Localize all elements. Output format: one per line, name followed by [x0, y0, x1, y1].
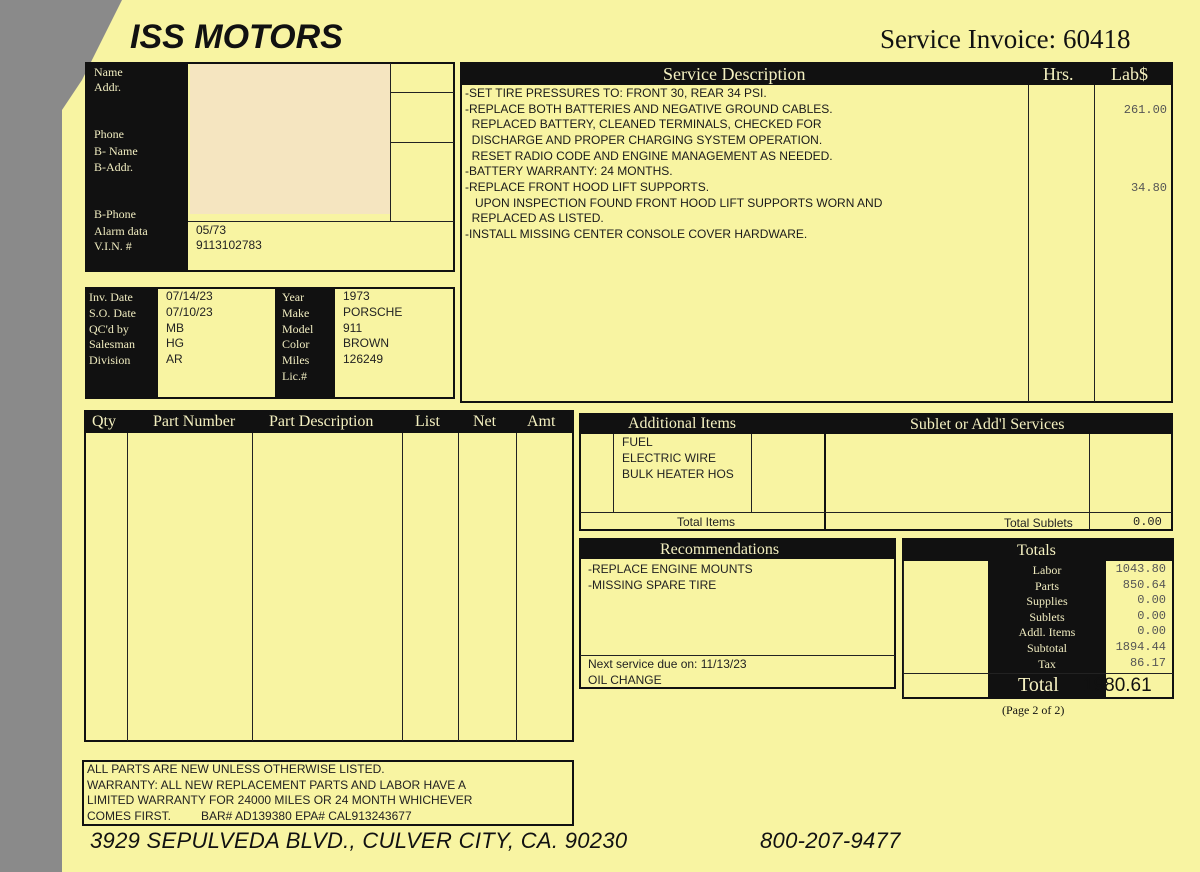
label-name: Name — [94, 65, 123, 79]
alarm-value: 05/73 — [196, 223, 227, 237]
totals-label: Supplies — [1026, 594, 1068, 609]
order-label: QC'd by — [89, 321, 129, 336]
order-value: HG — [166, 336, 184, 351]
vehicle-label: Color — [282, 337, 310, 352]
totals-value: 0.00 — [1137, 608, 1166, 623]
recommendation-item: -REPLACE ENGINE MOUNTS — [588, 562, 753, 576]
service-title: Service Description — [663, 64, 806, 84]
parts-header-cell: Part Description — [269, 413, 374, 430]
order-label: Inv. Date — [89, 290, 133, 304]
order-label: Salesman — [89, 337, 135, 352]
service-line: REPLACED AS LISTED. — [465, 211, 604, 226]
footer-phone: 800-207-9477 — [760, 828, 901, 853]
vin-value: 9113102783 — [196, 238, 262, 252]
hrs-header: Hrs. — [1043, 64, 1074, 84]
parts-header-cell: Amt — [527, 413, 556, 430]
additional-item: FUEL — [622, 435, 653, 449]
invoice-number: 60418 — [1062, 24, 1131, 54]
redacted-customer-info — [190, 64, 390, 214]
vehicle-label: Model — [282, 321, 314, 336]
service-line: -REPLACE FRONT HOOD LIFT SUPPORTS. — [465, 179, 710, 194]
total-sublets-label: Total Sublets — [1004, 516, 1073, 530]
additional-title: Additional Items — [628, 415, 736, 432]
invoice-title — [880, 24, 1130, 55]
vehicle-value: 911 — [343, 320, 363, 335]
company-name: ISS MOTORS — [130, 18, 343, 56]
parts-header-cell: List — [415, 413, 440, 430]
total-sublets-value: 0.00 — [1133, 515, 1162, 529]
service-line: DISCHARGE AND PROPER CHARGING SYSTEM OPERATION. — [465, 132, 823, 147]
order-label: Division — [89, 353, 131, 368]
recommendations-title: Recommendations — [660, 541, 780, 558]
totals-value: 0.00 — [1137, 624, 1166, 639]
totals-value: 1043.80 — [1115, 562, 1166, 576]
label-vin: V.I.N. # — [94, 239, 132, 253]
totals-value: 86.17 — [1129, 655, 1166, 670]
next-service-item: OIL CHANGE — [588, 673, 662, 687]
order-value: MB — [166, 320, 184, 335]
warranty-line: LIMITED WARRANTY FOR 24000 MILES OR 24 MONTH WHICHEVER — [87, 793, 473, 807]
order-value: 07/14/23 — [166, 289, 213, 303]
totals-label: Sublets — [1029, 609, 1065, 624]
totals-value: 0.00 — [1137, 593, 1166, 608]
warranty-line: ALL PARTS ARE NEW UNLESS OTHERWISE LISTED. — [87, 762, 385, 776]
vehicle-label: Miles — [282, 353, 310, 368]
service-line: RESET RADIO CODE AND ENGINE MANAGEMENT AS NEEDED. — [465, 148, 833, 163]
service-line: UPON INSPECTION FOUND FRONT HOOD LIFT SUPPORTS WORN AND — [465, 195, 883, 210]
label-b-phone: B-Phone — [94, 207, 136, 221]
totals-label: Addl. Items — [1018, 625, 1076, 640]
service-labor-amount: 34.80 — [1130, 180, 1167, 195]
additional-item: BULK HEATER HOS — [622, 467, 734, 481]
totals-label: Tax — [1038, 656, 1056, 671]
lab-header: Lab$ — [1111, 64, 1148, 84]
vehicle-value: 126249 — [343, 352, 384, 367]
grand-total-label: Total — [1018, 674, 1059, 696]
vehicle-value: BROWN — [343, 336, 389, 351]
totals-value: 1894.44 — [1115, 640, 1166, 654]
service-labor-amount: 261.00 — [1123, 102, 1167, 117]
vehicle-label: Year — [282, 290, 305, 304]
service-line: -INSTALL MISSING CENTER CONSOLE COVER HARDWARE. — [465, 226, 808, 241]
order-label: S.O. Date — [89, 305, 136, 320]
vehicle-value: 1973 — [343, 289, 370, 303]
label-addr: Addr. — [94, 80, 121, 94]
totals-value: 850.64 — [1122, 577, 1166, 592]
invoice-label: Service Invoice: — [880, 24, 1057, 54]
parts-header-cell: Part Number — [153, 413, 236, 430]
totals-title: Totals — [1017, 542, 1056, 559]
warranty-line: COMES FIRST. BAR# AD139380 EPA# CAL913243677 — [87, 808, 412, 823]
service-line: -BATTERY WARRANTY: 24 MONTHS. — [465, 164, 673, 179]
parts-header-cell: Qty — [92, 413, 116, 430]
footer-address: 3929 SEPULVEDA BLVD., CULVER CITY, CA. 90230 — [90, 828, 628, 853]
service-line: -SET TIRE PRESSURES TO: FRONT 30, REAR 34 PSI. — [465, 86, 767, 100]
label-b-name: B- Name — [94, 144, 138, 158]
vehicle-value: PORSCHE — [343, 304, 403, 319]
label-phone: Phone — [94, 127, 124, 141]
totals-label: Labor — [1032, 563, 1062, 577]
recommendation-item: -MISSING SPARE TIRE — [588, 577, 717, 592]
order-value: 07/10/23 — [166, 304, 213, 319]
parts-header-cell: Net — [473, 413, 497, 430]
next-service-due: Next service due on: 11/13/23 — [588, 657, 747, 671]
totals-label: Subtotal — [1026, 641, 1067, 655]
order-value: AR — [166, 352, 183, 367]
sublet-title: Sublet or Add'l Services — [910, 416, 1065, 433]
label-alarm: Alarm data — [94, 224, 148, 238]
vehicle-label: Lic.# — [282, 369, 307, 383]
warranty-line: WARRANTY: ALL NEW REPLACEMENT PARTS AND LABOR HAVE A — [87, 777, 466, 792]
vehicle-label: Make — [282, 305, 310, 320]
totals-label: Parts — [1035, 578, 1059, 593]
additional-item: ELECTRIC WIRE — [622, 451, 717, 465]
page-indicator: (Page 2 of 2) — [1002, 703, 1065, 717]
parts-table — [84, 410, 574, 742]
total-items-label: Total Items — [677, 515, 736, 529]
grand-total-value: 1980.61 — [1083, 675, 1152, 696]
service-line: -REPLACE BOTH BATTERIES AND NEGATIVE GROUND CABLES. — [465, 101, 833, 116]
service-line: REPLACED BATTERY, CLEANED TERMINALS, CHECKED FOR — [465, 117, 822, 132]
label-b-addr: B-Addr. — [94, 160, 133, 174]
